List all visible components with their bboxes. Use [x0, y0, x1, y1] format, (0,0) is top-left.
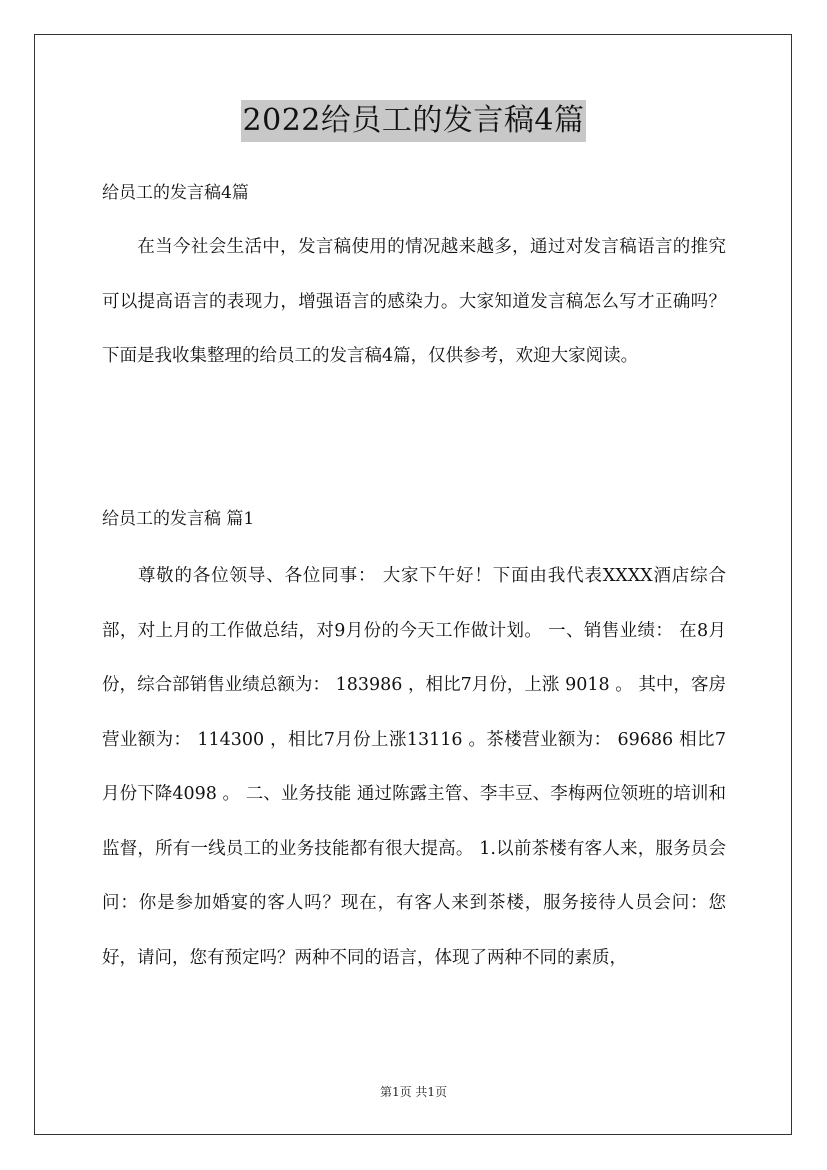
section-heading: 给员工的发言稿 篇1 [102, 509, 255, 529]
document-subtitle: 给员工的发言稿4篇 [102, 183, 249, 203]
intro-text: 在当今社会生活中，发言稿使用的情况越来越多，通过对发言稿语言的推究可以提高语言的表现力，增强语言的感染力。大家知道发言稿怎么写才正确吗？下面是我收集整理的给员工的发言稿4篇，仅供参考，欢迎大家阅读。 [102, 237, 726, 366]
section-text: 尊敬的各位领导、各位同事： 大家下午好！下面由我代表XXXX酒店综合部，对上月的工作做总结，对9月份的今天工作做计划。 一、销售业绩： 在8月份，综合部销售业绩总额为： 183986 ，相比7月份，上涨 9018 。 其中，客房营业额为： 114300 ，相比7月份上涨13116 。茶楼营业额为： 69686 相比7月份下降4098 。 二、业务技能 通过陈露主管、李丰豆、李梅两位领班的培训和监督，所有一线员工的业务技能都有很大提高。 1.以前茶楼有客人来，服务员会问：你是参加婚宴的客人吗？现在，有客人来到茶楼，服务接待人员会问：您好，请问，您有预定吗？两种不同的语言，体现了两种不同的素质， [102, 566, 726, 968]
title-container [0, 100, 827, 142]
page-footer: 第1页 共1页 [379, 1085, 448, 1099]
document-title: 2022给员工的发言稿4篇 [241, 100, 587, 142]
intro-paragraph [102, 220, 726, 384]
section-paragraph [102, 549, 726, 985]
